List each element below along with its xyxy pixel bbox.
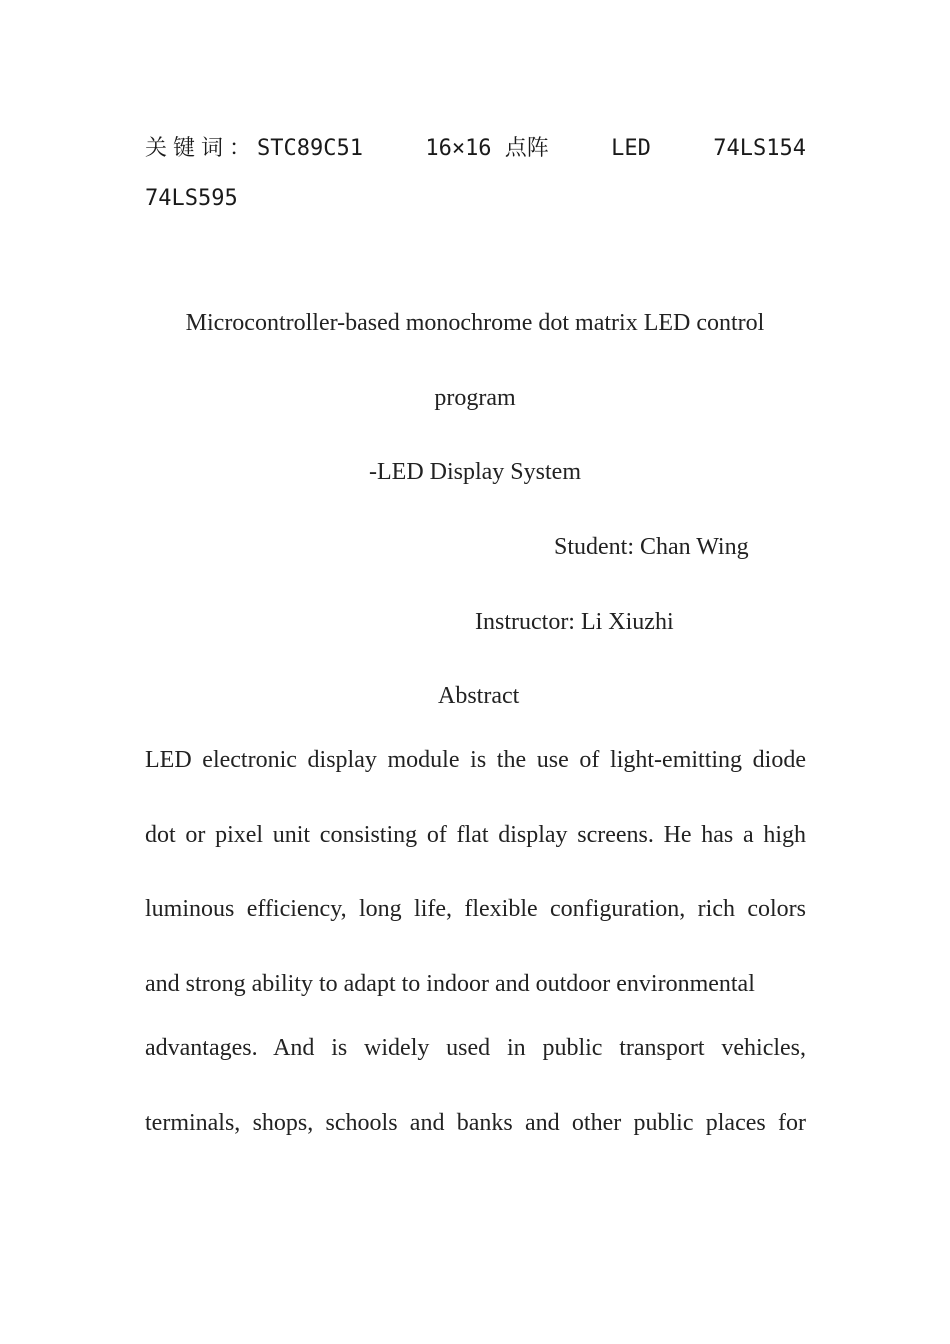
- keyword-term: 74LS154: [713, 136, 806, 161]
- english-title-line1: Microcontroller-based monochrome dot matrix LED control: [185, 310, 765, 336]
- keywords-line-continued: 74LS595: [145, 186, 238, 211]
- abstract-line: luminous efficiency, long life, flexible configuration, rich colors: [145, 896, 806, 922]
- abstract-line: dot or pixel unit consisting of flat display screens. He has a high: [145, 822, 806, 848]
- keywords-label: 关键词：: [145, 136, 258, 161]
- student-name: Student: Chan Wing: [554, 534, 749, 560]
- keyword-term: 16×16 点阵: [425, 136, 549, 161]
- keywords-group: [145, 134, 363, 164]
- instructor-name: Instructor: Li Xiuzhi: [475, 609, 674, 635]
- keyword-term: STC89C51: [257, 136, 363, 161]
- abstract-line: LED electronic display module is the use of light-emitting diode: [145, 747, 806, 773]
- keywords-line: [145, 134, 806, 164]
- abstract-line: and strong ability to adapt to indoor and outdoor environmental: [145, 971, 755, 997]
- abstract-line: advantages. And is widely used in public transport vehicles,: [145, 1035, 806, 1061]
- english-subtitle: -LED Display System: [369, 459, 581, 485]
- english-title-line2: program: [434, 385, 516, 411]
- abstract-heading: Abstract: [438, 683, 520, 709]
- keyword-term: LED: [611, 136, 651, 161]
- abstract-line: terminals, shops, schools and banks and other public places for: [145, 1110, 806, 1136]
